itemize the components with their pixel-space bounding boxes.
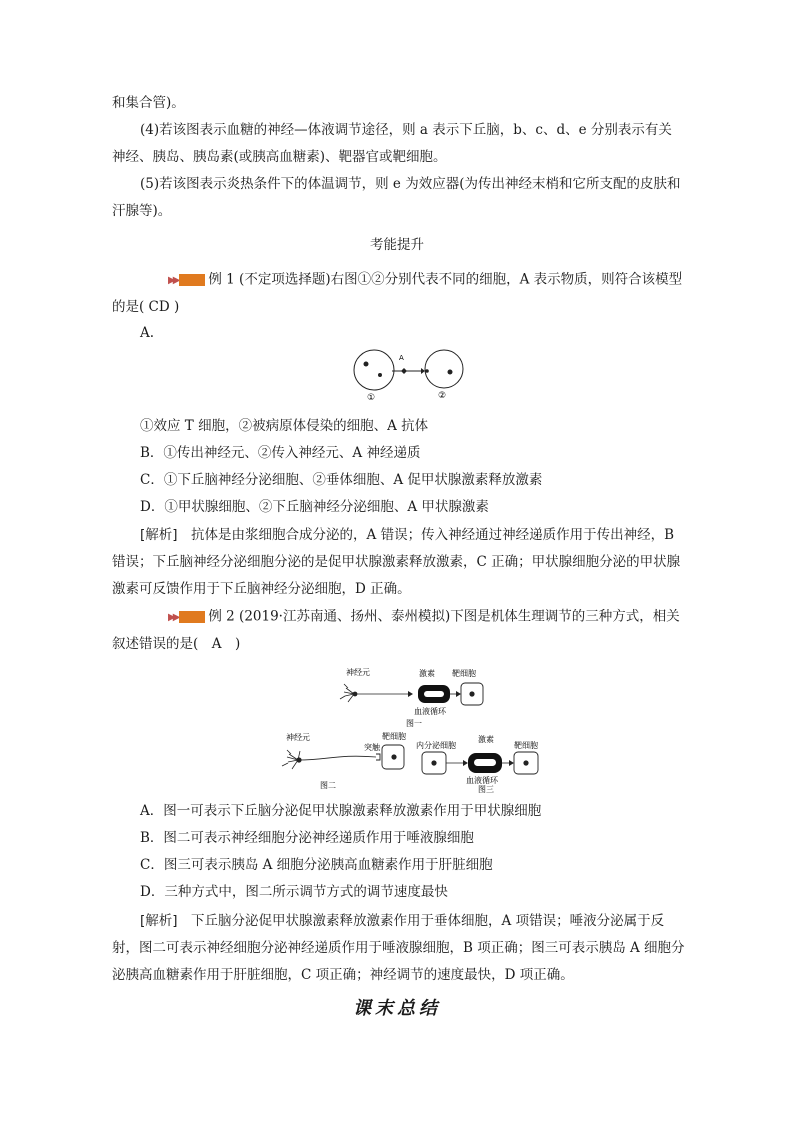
analysis-tag: [解析] xyxy=(140,527,178,543)
fig3-caption: 图三 xyxy=(478,785,494,794)
cell-2-circle xyxy=(425,350,463,388)
example-2-stem: ▶▶ 例 2 (2019·江苏南通、扬州、泰州模拟)下图是机体生理调节的三种方式，相关叙述错误的是( A ) xyxy=(112,603,685,658)
example-marker-icon: ▶▶ xyxy=(140,266,205,294)
fig1-hormone-label: 激素 xyxy=(419,669,435,678)
fig1-neuron-label: 神经元 xyxy=(346,668,370,677)
figure-3 xyxy=(416,734,538,794)
figure-1 xyxy=(340,667,483,728)
example-1-stem: ▶▶ 例 1 (不定项选择题)右图①②分别代表不同的细胞，A 表示物质，则符合该模型的是( CD ) xyxy=(112,266,685,321)
example-1-option-a-label: A. xyxy=(140,325,155,341)
cell-2-receptor xyxy=(425,369,429,373)
summary-heading: 课末总结 xyxy=(353,998,441,1019)
example-2-option-b: B．图二可表示神经细胞分泌神经递质作用于唾液腺细胞 xyxy=(140,830,474,846)
example-1-option-c: C．①下丘脑神经分泌细胞、②垂体细胞、A 促甲状腺激素释放激素 xyxy=(140,472,543,488)
cell-1-vesicle xyxy=(378,373,382,377)
example-1-option-b: B．①传出神经元、②传入神经元、A 神经递质 xyxy=(140,445,421,461)
example-1-option-d: D．①甲状腺细胞、②下丘脑神经分泌细胞、A 甲状腺激素 xyxy=(140,499,489,515)
fig1-target-label: 靶细胞 xyxy=(452,669,476,678)
example-2-option-d: D．三种方式中，图二所示调节方式的调节速度最快 xyxy=(140,884,448,900)
fig3-target-label: 靶细胞 xyxy=(514,741,538,750)
fig3-endocrine-label: 内分泌细胞 xyxy=(416,741,456,750)
example-1-option-a: ①效应 T 细胞，②被病原体侵染的细胞、A 抗体 xyxy=(140,418,429,434)
fig1-blood-label: 血液循环 xyxy=(414,707,446,716)
label-1: ① xyxy=(367,393,376,402)
paragraph-item-5: (5)若该图表示炎热条件下的体温调节，则 e 为效应器(为传出神经末梢和它所支配的皮肤和汗腺等)。 xyxy=(112,176,681,219)
fig2-synapse-label: 突触 xyxy=(364,743,380,752)
example-2-analysis: [解析] 下丘脑分泌促甲状腺激素释放激素作用于垂体细胞，A 项错误；唾液分泌属于反射，图二可表示神经细胞分泌神经递质作用于唾液腺细胞，B 项正确；图三可表示胰岛 A 细胞分泌胰高血糖素作用于肝脏细胞，C 项正确；神经调节的速度最快，D 项正确。 xyxy=(112,913,685,983)
cell-2-nucleus xyxy=(448,370,453,375)
cell-1-circle xyxy=(354,350,394,390)
section-heading: 考能提升 xyxy=(370,237,424,253)
analysis-tag: [解析] xyxy=(140,913,178,929)
fig2-caption: 图二 xyxy=(320,781,336,790)
fig1-caption: 图一 xyxy=(406,719,422,728)
label-2: ② xyxy=(438,391,447,401)
paragraph-item-4: (4)若该图表示血糖的神经—体液调节途径，则 a 表示下丘脑，b、c、d、e 分别表示有关神经、胰岛、胰岛素(或胰高血糖素)、靶器官或靶细胞。 xyxy=(112,122,672,165)
fig3-blood-label: 血液循环 xyxy=(466,776,498,785)
fig2-target-label: 靶细胞 xyxy=(382,732,406,741)
example-marker-icon: ▶▶ xyxy=(140,603,205,631)
example-2-option-c: C．图三可表示胰岛 A 细胞分泌胰高血糖素作用于肝脏细胞 xyxy=(140,857,493,873)
label-a: A xyxy=(399,354,404,362)
example-2-option-a: A．图一可表示下丘脑分泌促甲状腺激素释放激素作用于甲状腺细胞 xyxy=(140,803,542,819)
substance-a-diamond xyxy=(401,368,407,374)
example-1-cell-diagram xyxy=(350,346,470,402)
cell-1-nucleus xyxy=(364,362,369,367)
fig2-neuron-label: 神经元 xyxy=(286,733,310,742)
fig3-hormone-label: 激素 xyxy=(478,735,494,744)
example-2-regulation-diagram xyxy=(268,664,558,794)
figure-2 xyxy=(282,731,406,790)
paragraph-continuation: 和集合管)。 xyxy=(112,95,185,111)
example-1-analysis: [解析] 抗体是由浆细胞合成分泌的，A 错误；传入神经通过神经递质作用于传出神经，B 错误；下丘脑神经分泌细胞分泌的是促甲状腺激素释放激素，C 正确；甲状腺细胞分泌的甲状腺激素可反馈作用于下丘脑神经分泌细胞，D 正确。 xyxy=(112,527,681,597)
